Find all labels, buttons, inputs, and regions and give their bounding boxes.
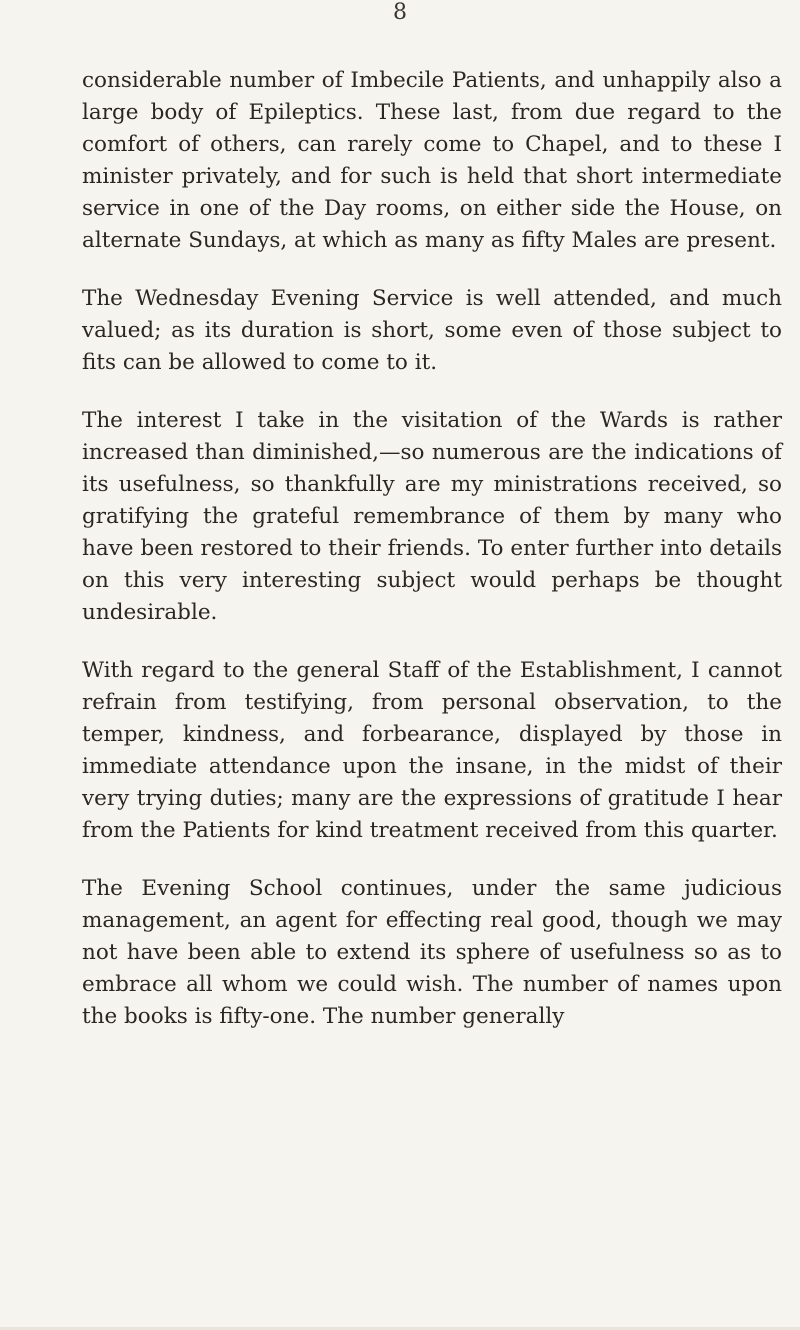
- paragraph-imbecile-patients: considerable number of Imbecile Patients, and unhappily also a large body of Epileptics. These last, from due regard to the comfort of others, can rarely come to Chapel, and to these I minister privately, and for such is held that short intermediate service in one of the Day rooms, on either side the House, on alternate Sundays, at which as many as fifty Males are present.: [82, 68, 782, 253]
- body-text: [82, 65, 782, 1059]
- paragraph-general-staff: With regard to the general Staff of the Establishment, I cannot refrain from testifying, from personal observation, to the temper, kindness, and forbearance, displayed by those in immediate attendance upon the insane, in the midst of their very trying duties; many are the expressions of gratitude I hear from the Patients for kind treatment received from this quarter.: [82, 658, 782, 843]
- paragraph-evening-school: The Evening School continues, under the same judicious management, an agent for effecting real good, though we may not have been able to extend its sphere of usefulness so as to embrace all whom we could wish. The number of names upon the books is fifty-one. The number generally: [82, 876, 782, 1029]
- page-number: 8: [393, 0, 407, 25]
- paragraph-wednesday-service: The Wednesday Evening Service is well attended, and much valued; as its duration is short, some even of those subject to fits can be allowed to come to it.: [82, 286, 782, 375]
- paragraph-ward-visitation: The interest I take in the visitation of the Wards is rather increased than diminished,—so numerous are the indications of its usefulness, so thankfully are my ministrations received, so gratifying the grateful remembrance of them by many who have been restored to their friends. To enter further into details on this very interesting subject would perhaps be thought undesirable.: [82, 408, 782, 625]
